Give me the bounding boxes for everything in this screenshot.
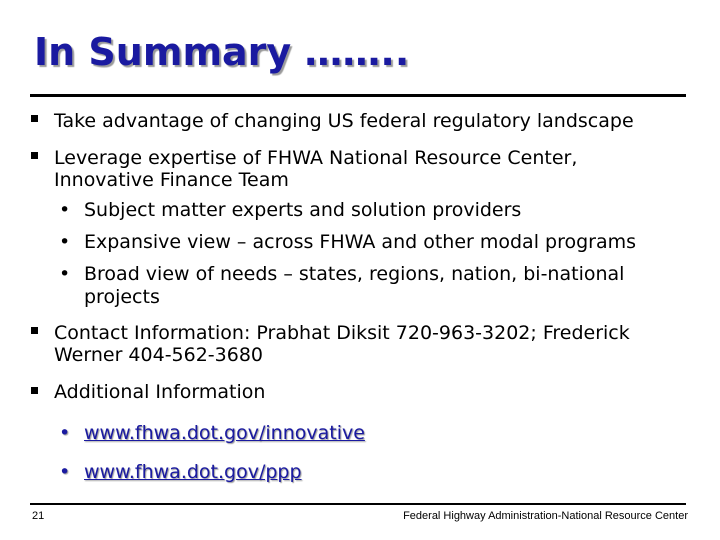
dot-bullet-icon: • [59, 231, 71, 253]
dot-bullet-icon: • [59, 199, 71, 221]
square-bullet-icon [31, 327, 38, 334]
square-bullet-icon [31, 387, 38, 394]
square-bullet-icon [31, 115, 38, 122]
bullet-line: Take advantage of changing US federal regulatory landscape [54, 110, 634, 132]
bullet-line: Werner 404-562-3680 [54, 344, 264, 366]
footer-divider [30, 503, 686, 505]
square-bullet-icon [31, 152, 38, 159]
bullet-line: Contact Information: Prabhat Diksit 720-963-3202; Frederick [54, 322, 630, 344]
bullet-line: Additional Information [54, 381, 266, 403]
bullet-line: Innovative Finance Team [54, 169, 289, 191]
dot-bullet-icon: • [59, 422, 71, 444]
bullet-line: Leverage expertise of FHWA National Resource Center, [54, 147, 578, 169]
slide-title: In Summary …….. [34, 30, 410, 74]
link-innovative[interactable]: www.fhwa.dot.gov/innovative [84, 422, 365, 444]
link-ppp[interactable]: www.fhwa.dot.gov/ppp [84, 461, 302, 483]
title-divider [30, 94, 686, 97]
page-number: 21 [32, 510, 45, 522]
dot-bullet-icon: • [59, 461, 71, 483]
sub-bullet-line: Subject matter experts and solution providers [84, 199, 522, 221]
sub-bullet-line: projects [84, 286, 160, 308]
dot-bullet-icon: • [59, 263, 71, 285]
footer-organization: Federal Highway Administration-National Resource Center [403, 510, 688, 522]
sub-bullet-line: Expansive view – across FHWA and other modal programs [84, 231, 637, 253]
sub-bullet-line: Broad view of needs – states, regions, nation, bi-national [84, 263, 625, 285]
